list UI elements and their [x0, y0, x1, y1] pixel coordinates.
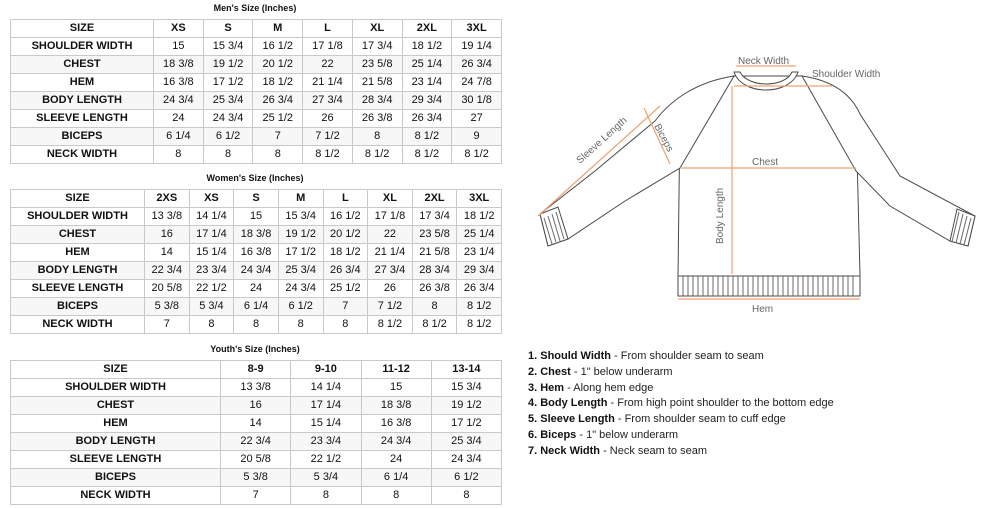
size-value-cell: 25 3/4: [203, 92, 253, 110]
size-value-cell: 7 1/2: [303, 128, 353, 146]
size-value-cell: 17 3/4: [352, 38, 402, 56]
size-value-cell: 15 3/4: [431, 379, 501, 397]
size-value-cell: 14: [145, 244, 190, 262]
header-cell: 13-14: [431, 361, 501, 379]
size-value-cell: 6 1/2: [203, 128, 253, 146]
size-value-cell: 23 5/8: [352, 56, 402, 74]
size-value-cell: 7: [145, 316, 190, 334]
size-value-cell: 14 1/4: [189, 208, 234, 226]
row-label: HEM: [11, 74, 154, 92]
table-row: [11, 92, 502, 110]
size-value-cell: 25 3/4: [431, 433, 501, 451]
size-value-cell: 8 1/2: [368, 316, 413, 334]
size-value-cell: 17 1/4: [291, 397, 361, 415]
size-value-cell: 6 1/4: [154, 128, 204, 146]
body-length-label: Body Length: [715, 187, 726, 244]
table-header-row: [11, 190, 502, 208]
size-value-cell: 22 3/4: [221, 433, 291, 451]
size-value-cell: 24: [234, 280, 279, 298]
size-value-cell: 24 3/4: [234, 262, 279, 280]
size-value-cell: 7 1/2: [368, 298, 413, 316]
table-row: [11, 226, 502, 244]
table-row: [11, 469, 502, 487]
header-cell: XL: [352, 20, 402, 38]
size-value-cell: 6 1/2: [431, 469, 501, 487]
table-header-row: [11, 361, 502, 379]
row-label: NECK WIDTH: [11, 146, 154, 164]
size-value-cell: 24 3/4: [361, 433, 431, 451]
size-value-cell: 16 3/8: [154, 74, 204, 92]
table-row: [11, 487, 502, 505]
row-label: SLEEVE LENGTH: [11, 451, 221, 469]
table-row: [11, 280, 502, 298]
table-row: [11, 379, 502, 397]
size-value-cell: 16 1/2: [323, 208, 368, 226]
legend-term: 7. Neck Width: [528, 444, 601, 457]
size-value-cell: 6 1/4: [234, 298, 279, 316]
size-value-cell: 22 1/2: [291, 451, 361, 469]
legend-desc: - 1" below underarm: [576, 428, 679, 441]
size-value-cell: 20 5/8: [145, 280, 190, 298]
size-value-cell: 16 3/8: [361, 415, 431, 433]
chest-label: Chest: [752, 157, 779, 168]
size-value-cell: 30 1/8: [452, 92, 502, 110]
size-value-cell: 15: [154, 38, 204, 56]
size-value-cell: 8 1/2: [402, 128, 452, 146]
header-cell: L: [323, 190, 368, 208]
sweater-measurement-diagram: [520, 46, 1000, 326]
size-value-cell: 9: [452, 128, 502, 146]
size-value-cell: 5 3/4: [291, 469, 361, 487]
row-label: SLEEVE LENGTH: [11, 280, 145, 298]
legend-item: [528, 428, 834, 444]
table-row: [11, 244, 502, 262]
header-cell: 2XL: [402, 20, 452, 38]
hem-label: Hem: [752, 304, 774, 315]
size-value-cell: 26 3/4: [457, 280, 502, 298]
sweater-outline: [540, 72, 975, 296]
size-value-cell: 24 3/4: [203, 110, 253, 128]
size-value-cell: 18 1/2: [457, 208, 502, 226]
size-value-cell: 25 3/4: [278, 262, 323, 280]
size-value-cell: 6 1/2: [278, 298, 323, 316]
size-value-cell: 22: [368, 226, 413, 244]
size-value-cell: 5 3/8: [221, 469, 291, 487]
size-value-cell: 15 1/4: [291, 415, 361, 433]
row-label: HEM: [11, 415, 221, 433]
table-row: [11, 433, 502, 451]
size-value-cell: 23 3/4: [291, 433, 361, 451]
row-label: CHEST: [11, 56, 154, 74]
header-cell: M: [253, 20, 303, 38]
size-value-cell: 19 1/2: [431, 397, 501, 415]
size-value-cell: 29 3/4: [402, 92, 452, 110]
size-value-cell: 16: [145, 226, 190, 244]
header-cell: SIZE: [11, 361, 221, 379]
header-cell: XL: [368, 190, 413, 208]
size-value-cell: 23 5/8: [412, 226, 457, 244]
table-row: [11, 316, 502, 334]
row-label: BICEPS: [11, 298, 145, 316]
youths-size-table: [10, 360, 502, 505]
size-value-cell: 25 1/4: [402, 56, 452, 74]
size-value-cell: 7: [323, 298, 368, 316]
mens-size-title: Men's Size (Inches): [213, 3, 297, 13]
size-value-cell: 22 1/2: [189, 280, 234, 298]
size-value-cell: 7: [221, 487, 291, 505]
size-value-cell: 24 3/4: [431, 451, 501, 469]
size-value-cell: 15 1/4: [189, 244, 234, 262]
size-value-cell: 21 1/4: [303, 74, 353, 92]
legend-desc: - Neck seam to seam: [600, 444, 708, 457]
size-value-cell: 17 1/8: [368, 208, 413, 226]
size-value-cell: 8 1/2: [352, 146, 402, 164]
measurement-legend: [528, 349, 834, 460]
mens-size-table: [10, 19, 502, 164]
size-value-cell: 26: [368, 280, 413, 298]
size-value-cell: 26 3/4: [452, 56, 502, 74]
shoulder-width-label: Shoulder Width: [812, 69, 881, 80]
size-value-cell: 18 3/8: [361, 397, 431, 415]
neck-width-label: Neck Width: [738, 56, 790, 67]
size-value-cell: 25 1/2: [253, 110, 303, 128]
size-value-cell: 18 3/8: [234, 226, 279, 244]
row-label: BICEPS: [11, 469, 221, 487]
size-value-cell: 8 1/2: [452, 146, 502, 164]
header-cell: S: [234, 190, 279, 208]
legend-desc: - From shoulder seam to seam: [611, 350, 764, 362]
row-label: BODY LENGTH: [11, 433, 221, 451]
size-value-cell: 8: [189, 316, 234, 334]
size-value-cell: 21 5/8: [352, 74, 402, 92]
row-label: SLEEVE LENGTH: [11, 110, 154, 128]
size-value-cell: 21 1/4: [368, 244, 413, 262]
size-value-cell: 8: [234, 316, 279, 334]
legend-desc: - From shoulder seam to cuff edge: [614, 413, 786, 426]
size-value-cell: 15 3/4: [203, 38, 253, 56]
size-value-cell: 25 1/2: [323, 280, 368, 298]
row-label: SHOULDER WIDTH: [11, 38, 154, 56]
size-value-cell: 14 1/4: [291, 379, 361, 397]
size-value-cell: 5 3/4: [189, 298, 234, 316]
size-value-cell: 24 3/4: [278, 280, 323, 298]
size-value-cell: 8 1/2: [412, 316, 457, 334]
size-value-cell: 24 7/8: [452, 74, 502, 92]
header-cell: 9-10: [291, 361, 361, 379]
size-value-cell: 27 3/4: [368, 262, 413, 280]
legend-term: 3. Hem: [528, 381, 565, 394]
legend-term: 2. Chest: [528, 365, 571, 378]
header-cell: SIZE: [11, 20, 154, 38]
size-value-cell: 18 1/2: [253, 74, 303, 92]
size-value-cell: 26 3/4: [323, 262, 368, 280]
size-value-cell: 5 3/8: [145, 298, 190, 316]
size-value-cell: 7: [253, 128, 303, 146]
size-value-cell: 19 1/2: [203, 56, 253, 74]
size-value-cell: 24: [154, 110, 204, 128]
legend-item: [528, 444, 834, 460]
table-row: [11, 298, 502, 316]
table-row: [11, 451, 502, 469]
header-cell: 8-9: [221, 361, 291, 379]
header-cell: S: [203, 20, 253, 38]
size-value-cell: 28 3/4: [412, 262, 457, 280]
size-value-cell: 28 3/4: [352, 92, 402, 110]
size-value-cell: 8: [203, 146, 253, 164]
sleeve-length-label: Sleeve Length: [574, 115, 630, 167]
size-value-cell: 17 1/2: [431, 415, 501, 433]
size-value-cell: 15: [234, 208, 279, 226]
table-row: [11, 74, 502, 92]
size-value-cell: 8 1/2: [303, 146, 353, 164]
size-value-cell: 13 3/8: [221, 379, 291, 397]
size-value-cell: 23 3/4: [189, 262, 234, 280]
header-cell: XS: [189, 190, 234, 208]
size-value-cell: 8: [291, 487, 361, 505]
legend-item: [528, 396, 834, 412]
size-value-cell: 20 5/8: [221, 451, 291, 469]
header-cell: L: [303, 20, 353, 38]
size-value-cell: 8: [278, 316, 323, 334]
size-value-cell: 19 1/2: [278, 226, 323, 244]
size-value-cell: 8: [253, 146, 303, 164]
table-row: [11, 397, 502, 415]
row-label: SHOULDER WIDTH: [11, 208, 145, 226]
size-value-cell: 26: [303, 110, 353, 128]
size-value-cell: 22: [303, 56, 353, 74]
size-value-cell: 15 3/4: [278, 208, 323, 226]
size-value-cell: 13 3/8: [145, 208, 190, 226]
size-value-cell: 19 1/4: [452, 38, 502, 56]
header-cell: 3XL: [452, 20, 502, 38]
size-value-cell: 18 1/2: [402, 38, 452, 56]
legend-term: 5. Sleeve Length: [528, 413, 615, 426]
size-value-cell: 27: [452, 110, 502, 128]
youths-size-title: Youth's Size (Inches): [210, 344, 300, 354]
legend-item: [528, 412, 834, 428]
size-value-cell: 8: [361, 487, 431, 505]
size-value-cell: 24 3/4: [154, 92, 204, 110]
size-value-cell: 8 1/2: [457, 316, 502, 334]
size-value-cell: 6 1/4: [361, 469, 431, 487]
row-label: BODY LENGTH: [11, 92, 154, 110]
biceps-label: Biceps: [651, 122, 676, 154]
size-value-cell: 8: [323, 316, 368, 334]
row-label: CHEST: [11, 226, 145, 244]
legend-desc: - From high point shoulder to the bottom edge: [607, 397, 834, 410]
size-value-cell: 21 5/8: [412, 244, 457, 262]
legend-term: 6. Biceps: [528, 428, 577, 441]
row-label: BODY LENGTH: [11, 262, 145, 280]
size-value-cell: 26 3/8: [352, 110, 402, 128]
size-value-cell: 8: [412, 298, 457, 316]
table-row: [11, 128, 502, 146]
size-value-cell: 16: [221, 397, 291, 415]
legend-item: [528, 349, 834, 365]
size-value-cell: 17 1/2: [278, 244, 323, 262]
size-value-cell: 20 1/2: [323, 226, 368, 244]
size-value-cell: 17 1/8: [303, 38, 353, 56]
size-value-cell: 8: [352, 128, 402, 146]
size-value-cell: 25 1/4: [457, 226, 502, 244]
size-value-cell: 23 1/4: [457, 244, 502, 262]
size-value-cell: 27 3/4: [303, 92, 353, 110]
legend-term: 1. Should Width: [528, 350, 611, 362]
size-value-cell: 16 3/8: [234, 244, 279, 262]
size-value-cell: 8 1/2: [402, 146, 452, 164]
size-value-cell: 22 3/4: [145, 262, 190, 280]
table-row: [11, 262, 502, 280]
size-value-cell: 29 3/4: [457, 262, 502, 280]
womens-size-title: Women's Size (Inches): [206, 173, 304, 183]
legend-term: 4. Body Length: [528, 397, 608, 410]
table-row: [11, 56, 502, 74]
size-value-cell: 18 1/2: [323, 244, 368, 262]
header-cell: 2XL: [412, 190, 457, 208]
size-value-cell: 23 1/4: [402, 74, 452, 92]
size-value-cell: 26 3/4: [253, 92, 303, 110]
legend-desc: - Along hem edge: [564, 381, 654, 394]
legend-desc: - 1" below underarm: [570, 365, 673, 378]
row-label: HEM: [11, 244, 145, 262]
table-row: [11, 146, 502, 164]
size-value-cell: 20 1/2: [253, 56, 303, 74]
header-cell: XS: [154, 20, 204, 38]
row-label: SHOULDER WIDTH: [11, 379, 221, 397]
size-value-cell: 17 3/4: [412, 208, 457, 226]
size-value-cell: 24: [361, 451, 431, 469]
header-cell: 11-12: [361, 361, 431, 379]
row-label: NECK WIDTH: [11, 316, 145, 334]
header-cell: 3XL: [457, 190, 502, 208]
size-value-cell: 15: [361, 379, 431, 397]
size-value-cell: 26 3/4: [402, 110, 452, 128]
size-value-cell: 18 3/8: [154, 56, 204, 74]
size-value-cell: 8: [431, 487, 501, 505]
header-cell: M: [278, 190, 323, 208]
size-value-cell: 8: [154, 146, 204, 164]
size-value-cell: 17 1/2: [203, 74, 253, 92]
row-label: NECK WIDTH: [11, 487, 221, 505]
table-row: [11, 415, 502, 433]
header-cell: SIZE: [11, 190, 145, 208]
row-label: CHEST: [11, 397, 221, 415]
table-row: [11, 208, 502, 226]
size-value-cell: 26 3/8: [412, 280, 457, 298]
legend-item: [528, 365, 834, 381]
row-label: BICEPS: [11, 128, 154, 146]
table-row: [11, 110, 502, 128]
table-header-row: [11, 20, 502, 38]
size-value-cell: 8 1/2: [457, 298, 502, 316]
header-cell: 2XS: [145, 190, 190, 208]
legend-item: [528, 381, 834, 397]
size-value-cell: 16 1/2: [253, 38, 303, 56]
size-value-cell: 17 1/4: [189, 226, 234, 244]
size-value-cell: 14: [221, 415, 291, 433]
womens-size-table: [10, 189, 502, 334]
table-row: [11, 38, 502, 56]
